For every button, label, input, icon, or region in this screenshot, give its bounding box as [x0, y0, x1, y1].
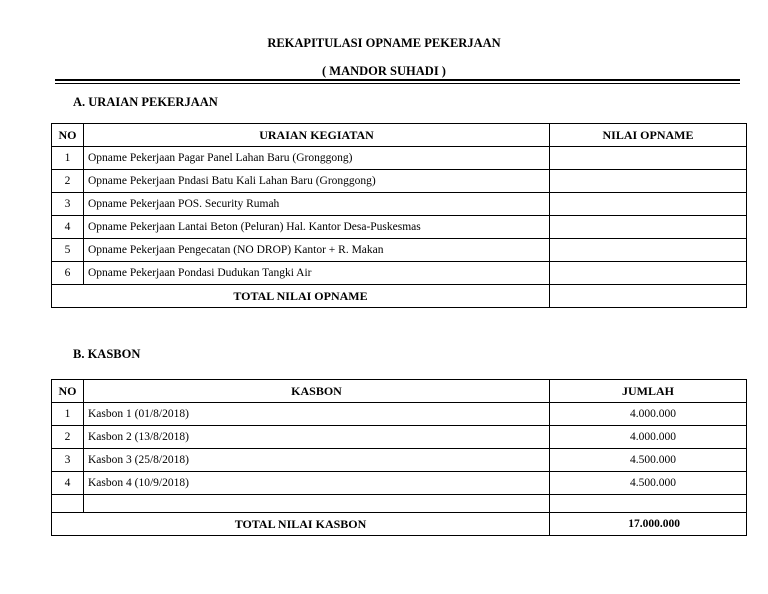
row-number: 1: [52, 147, 84, 170]
table-row: [52, 426, 747, 449]
row-value: [550, 193, 747, 216]
empty-cell: [550, 495, 747, 513]
column-header-no: NO: [52, 380, 84, 403]
column-header-value: NILAI OPNAME: [550, 124, 747, 147]
row-description: Kasbon 1 (01/8/2018): [84, 403, 550, 426]
row-number: 2: [52, 426, 84, 449]
row-description: Kasbon 3 (25/8/2018): [84, 449, 550, 472]
total-row: [52, 285, 747, 308]
row-description: Opname Pekerjaan Pagar Panel Lahan Baru (Gronggong): [84, 147, 550, 170]
section-b-heading: B. KASBON: [73, 347, 141, 361]
table-row: [52, 147, 747, 170]
table-header-row: [52, 124, 747, 147]
row-amount: 4.500.000: [550, 449, 747, 472]
table-row: [52, 239, 747, 262]
table-row: [52, 262, 747, 285]
row-value: [550, 239, 747, 262]
table-row: [52, 170, 747, 193]
row-number: 3: [52, 193, 84, 216]
section-a-heading: A. URAIAN PEKERJAAN: [73, 95, 218, 109]
table-header-row: [52, 380, 747, 403]
row-number: 1: [52, 403, 84, 426]
row-description: Opname Pekerjaan POS. Security Rumah: [84, 193, 550, 216]
row-description: Kasbon 4 (10/9/2018): [84, 472, 550, 495]
total-opname-label: TOTAL NILAI OPNAME: [52, 285, 550, 308]
row-value: [550, 262, 747, 285]
document-title: REKAPITULASI OPNAME PEKERJAAN: [267, 36, 501, 50]
total-kasbon-value: 17.000.000: [550, 513, 747, 536]
row-description: Kasbon 2 (13/8/2018): [84, 426, 550, 449]
row-amount: 4.000.000: [550, 403, 747, 426]
table-row: [52, 193, 747, 216]
header-rule-thick: [55, 79, 740, 81]
table-row: [52, 449, 747, 472]
empty-cell: [84, 495, 550, 513]
total-kasbon-label: TOTAL NILAI KASBON: [52, 513, 550, 536]
table-row: [52, 216, 747, 239]
column-header-amount: JUMLAH: [550, 380, 747, 403]
row-description: Opname Pekerjaan Pndasi Batu Kali Lahan Baru (Gronggong): [84, 170, 550, 193]
column-header-no: NO: [52, 124, 84, 147]
empty-row: [52, 495, 747, 513]
total-row: [52, 513, 747, 536]
row-description: Opname Pekerjaan Lantai Beton (Peluran) Hal. Kantor Desa-Puskesmas: [84, 216, 550, 239]
empty-cell: [52, 495, 84, 513]
row-number: 3: [52, 449, 84, 472]
column-header-description: URAIAN KEGIATAN: [84, 124, 550, 147]
row-number: 4: [52, 216, 84, 239]
table-row: [52, 472, 747, 495]
row-number: 2: [52, 170, 84, 193]
row-number: 5: [52, 239, 84, 262]
document-subtitle: ( MANDOR SUHADI ): [322, 64, 446, 78]
column-header-kasbon: KASBON: [84, 380, 550, 403]
row-number: 4: [52, 472, 84, 495]
row-amount: 4.500.000: [550, 472, 747, 495]
row-number: 6: [52, 262, 84, 285]
row-value: [550, 216, 747, 239]
header-rule-thin: [55, 83, 740, 84]
row-amount: 4.000.000: [550, 426, 747, 449]
row-description: Opname Pekerjaan Pondasi Dudukan Tangki Air: [84, 262, 550, 285]
row-value: [550, 170, 747, 193]
kasbon-table: [51, 379, 747, 536]
row-description: Opname Pekerjaan Pengecatan (NO DROP) Kantor + R. Makan: [84, 239, 550, 262]
row-value: [550, 147, 747, 170]
total-opname-value: [550, 285, 747, 308]
table-row: [52, 403, 747, 426]
work-description-table: [51, 123, 747, 308]
